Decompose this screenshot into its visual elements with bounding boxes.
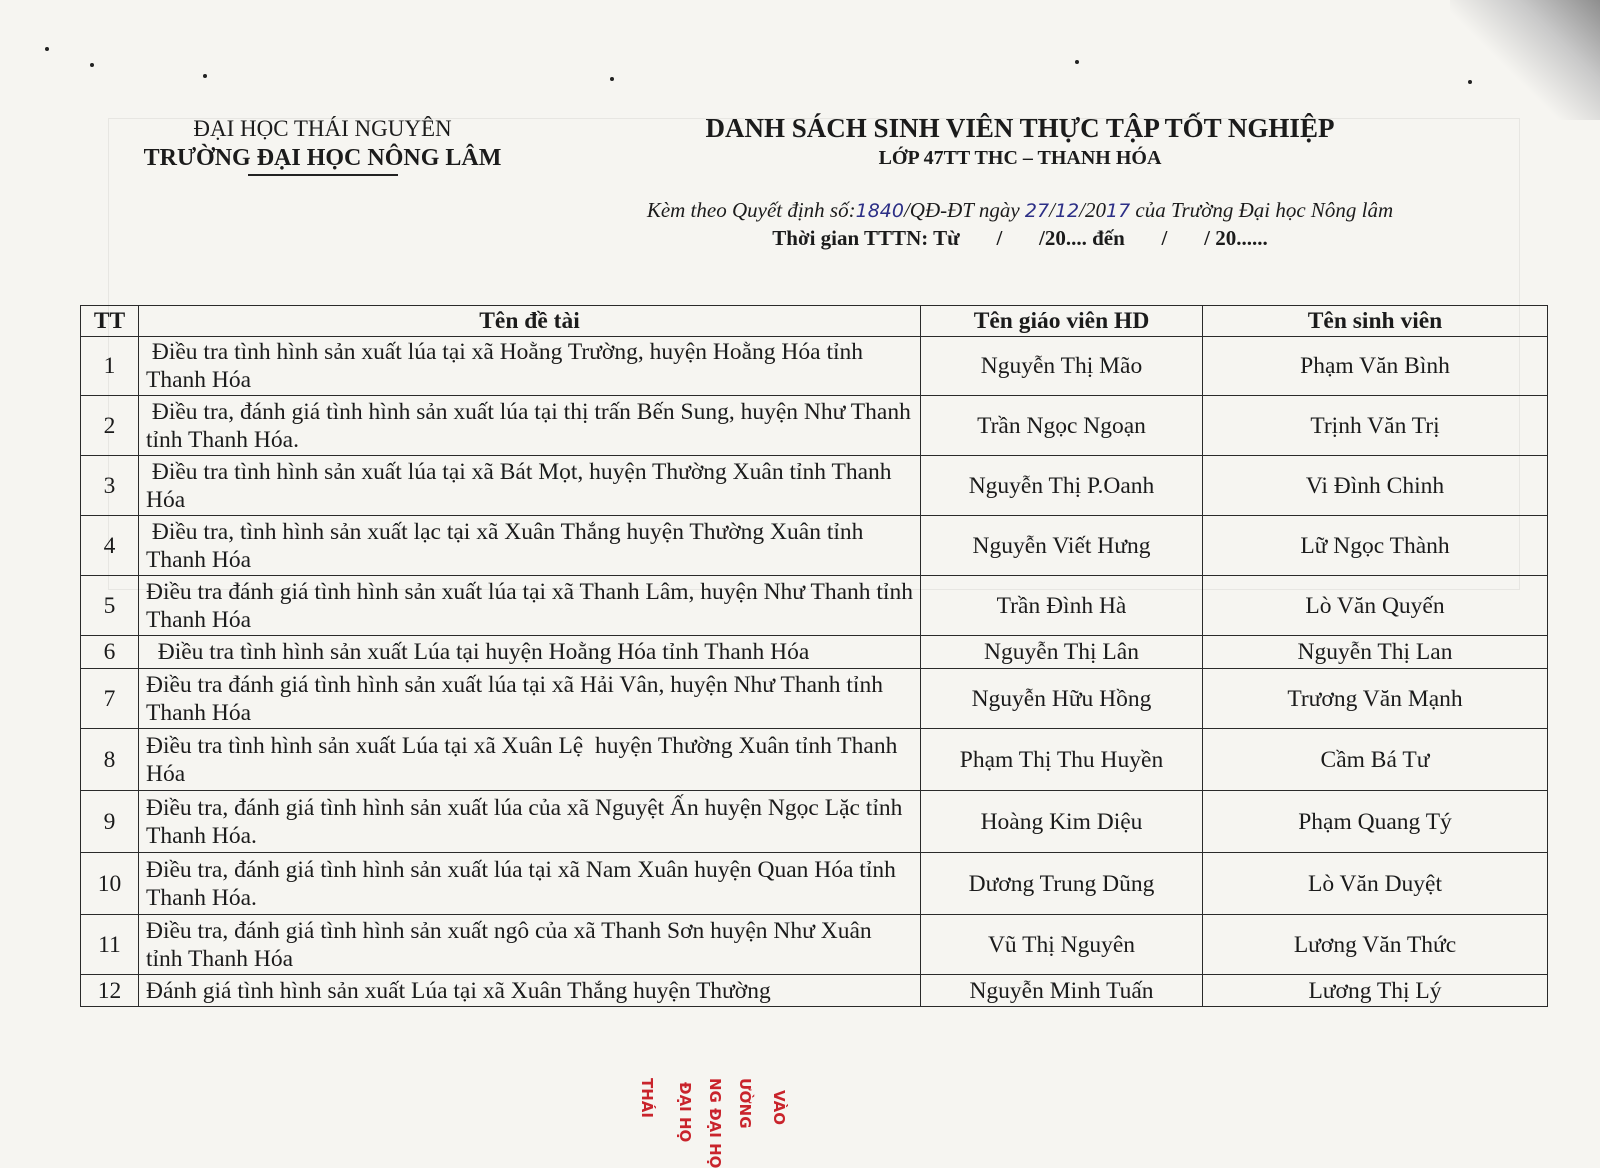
topic-cell: Điều tra, đánh giá tình hình sản xuất ngô của xã Thanh Sơn huyện Như Xuân tỉnh Thanh Hóa (139, 915, 921, 975)
topic-cell: Điều tra tình hình sản xuất Lúa tại huyện Hoằng Hóa tỉnh Thanh Hóa (139, 636, 921, 669)
advisor-cell: Nguyễn Minh Tuấn (921, 975, 1203, 1007)
stamp-text: VÀO (770, 1090, 788, 1125)
advisor-cell: Nguyễn Thị Mão (921, 337, 1203, 396)
decision-line (540, 196, 1500, 225)
student-cell: Lương Văn Thức (1203, 915, 1548, 975)
student-cell: Phạm Văn Bình (1203, 337, 1548, 396)
row-number: 1 (81, 337, 139, 396)
university-name: ĐẠI HỌC THÁI NGUYÊN (193, 116, 452, 141)
document-title: DANH SÁCH SINH VIÊN THỰC TẬP TỐT NGHIỆP (705, 113, 1335, 143)
advisor-cell: Phạm Thị Thu Huyền (921, 729, 1203, 791)
header-underline (248, 174, 398, 176)
table-row (81, 337, 1548, 396)
row-number: 4 (81, 516, 139, 576)
topic-cell: Điều tra đánh giá tình hình sản xuất lúa tại xã Thanh Lâm, huyện Như Thanh tỉnh Thanh Hóa (139, 576, 921, 636)
table-row (81, 516, 1548, 576)
student-cell: Lò Văn Quyến (1203, 576, 1548, 636)
advisor-cell: Trần Ngọc Ngoạn (921, 396, 1203, 456)
institution-header (110, 114, 535, 176)
advisor-cell: Nguyễn Viết Hưng (921, 516, 1203, 576)
topic-cell: Điều tra, đánh giá tình hình sản xuất lúa tại thị trấn Bến Sung, huyện Như Thanh tỉnh Thanh Hóa. (139, 396, 921, 456)
internship-period: Thời gian TTTN: Từ / /20.... đến / / 20...... (772, 226, 1268, 250)
student-cell: Vi Đình Chinh (1203, 456, 1548, 516)
decision-sep: / (1049, 198, 1055, 222)
table-row (81, 669, 1548, 729)
topic-cell: Điều tra tình hình sản xuất Lúa tại xã Xuân Lệ huyện Thường Xuân tỉnh Thanh Hóa (139, 729, 921, 791)
decision-year-prefix: /20 (1079, 198, 1106, 222)
stamp-text: THÁI (638, 1078, 656, 1118)
advisor-cell: Nguyễn Thị P.Oanh (921, 456, 1203, 516)
folded-corner (1450, 0, 1600, 120)
col-header-tt: TT (81, 306, 139, 337)
row-number: 8 (81, 729, 139, 791)
topic-cell: Điều tra tình hình sản xuất lúa tại xã Hoằng Trường, huyện Hoằng Hóa tỉnh Thanh Hóa (139, 337, 921, 396)
col-header-advisor: Tên giáo viên HD (921, 306, 1203, 337)
row-number: 2 (81, 396, 139, 456)
table-row (81, 791, 1548, 853)
row-number: 5 (81, 576, 139, 636)
stamp-text: ƯỜNG (736, 1078, 754, 1129)
decision-year-handwritten: 17 (1105, 200, 1131, 222)
row-number: 7 (81, 669, 139, 729)
table-row (81, 456, 1548, 516)
table-row (81, 396, 1548, 456)
advisor-cell: Hoàng Kim Diệu (921, 791, 1203, 853)
school-name: TRƯỜNG ĐẠI HỌC NÔNG LÂM (143, 145, 502, 171)
student-cell: Nguyễn Thị Lan (1203, 636, 1548, 669)
advisor-cell: Trần Đình Hà (921, 576, 1203, 636)
speck (203, 74, 207, 78)
student-cell: Phạm Quang Tý (1203, 791, 1548, 853)
student-list-table (80, 305, 1548, 1007)
table-header-row (81, 306, 1548, 337)
speck (1075, 60, 1079, 64)
row-number: 3 (81, 456, 139, 516)
speck (90, 63, 94, 67)
class-subtitle: LỚP 47TT THC – THANH HÓA (878, 147, 1162, 169)
red-seal-stamp (628, 1072, 798, 1168)
advisor-cell: Nguyễn Thị Lân (921, 636, 1203, 669)
student-cell: Cầm Bá Tư (1203, 729, 1548, 791)
row-number: 9 (81, 791, 139, 853)
decision-prefix: Kèm theo Quyết định số: (646, 198, 856, 222)
speck (1468, 80, 1472, 84)
advisor-cell: Dương Trung Dũng (921, 853, 1203, 915)
table-row (81, 636, 1548, 669)
advisor-cell: Vũ Thị Nguyên (921, 915, 1203, 975)
row-number: 12 (81, 975, 139, 1007)
stamp-text: ĐẠI HỌ (676, 1082, 694, 1143)
topic-cell: Điều tra đánh giá tình hình sản xuất lúa tại xã Hải Vân, huyện Như Thanh tỉnh Thanh Hóa (139, 669, 921, 729)
topic-cell: Điều tra tình hình sản xuất lúa tại xã Bát Mọt, huyện Thường Xuân tỉnh Thanh Hóa (139, 456, 921, 516)
table-row (81, 975, 1548, 1007)
topic-cell: Điều tra, tình hình sản xuất lạc tại xã Xuân Thắng huyện Thường Xuân tỉnh Thanh Hóa (139, 516, 921, 576)
table-row (81, 729, 1548, 791)
decision-number-handwritten: 1840 (855, 200, 904, 222)
table-row (81, 853, 1548, 915)
speck (610, 77, 614, 81)
row-number: 10 (81, 853, 139, 915)
col-header-student: Tên sinh viên (1203, 306, 1548, 337)
table-row (81, 576, 1548, 636)
col-header-topic: Tên đề tài (139, 306, 921, 337)
student-cell: Lương Thị Lý (1203, 975, 1548, 1007)
advisor-cell: Nguyễn Hữu Hồng (921, 669, 1203, 729)
decision-suffix: của Trường Đại học Nông lâm (1135, 198, 1394, 222)
topic-cell: Đánh giá tình hình sản xuất Lúa tại xã Xuân Thắng huyện Thường (139, 975, 921, 1007)
student-cell: Trịnh Văn Trị (1203, 396, 1548, 456)
student-cell: Lò Văn Duyệt (1203, 853, 1548, 915)
decision-month-handwritten: 12 (1054, 200, 1080, 222)
topic-cell: Điều tra, đánh giá tình hình sản xuất lúa của xã Nguyệt Ấn huyện Ngọc Lặc tỉnh Thanh Hóa. (139, 791, 921, 853)
topic-cell: Điều tra, đánh giá tình hình sản xuất lúa tại xã Nam Xuân huyện Quan Hóa tỉnh Thanh Hóa. (139, 853, 921, 915)
student-cell: Lữ Ngọc Thành (1203, 516, 1548, 576)
stamp-text: NG ĐẠI HỌ (706, 1078, 724, 1168)
student-cell: Trương Văn Mạnh (1203, 669, 1548, 729)
row-number: 11 (81, 915, 139, 975)
speck (45, 47, 49, 51)
document-heading (620, 111, 1420, 171)
row-number: 6 (81, 636, 139, 669)
decision-mid: /QĐ-ĐT ngày (903, 198, 1020, 222)
decision-day-handwritten: 27 (1024, 200, 1050, 222)
table-row (81, 915, 1548, 975)
